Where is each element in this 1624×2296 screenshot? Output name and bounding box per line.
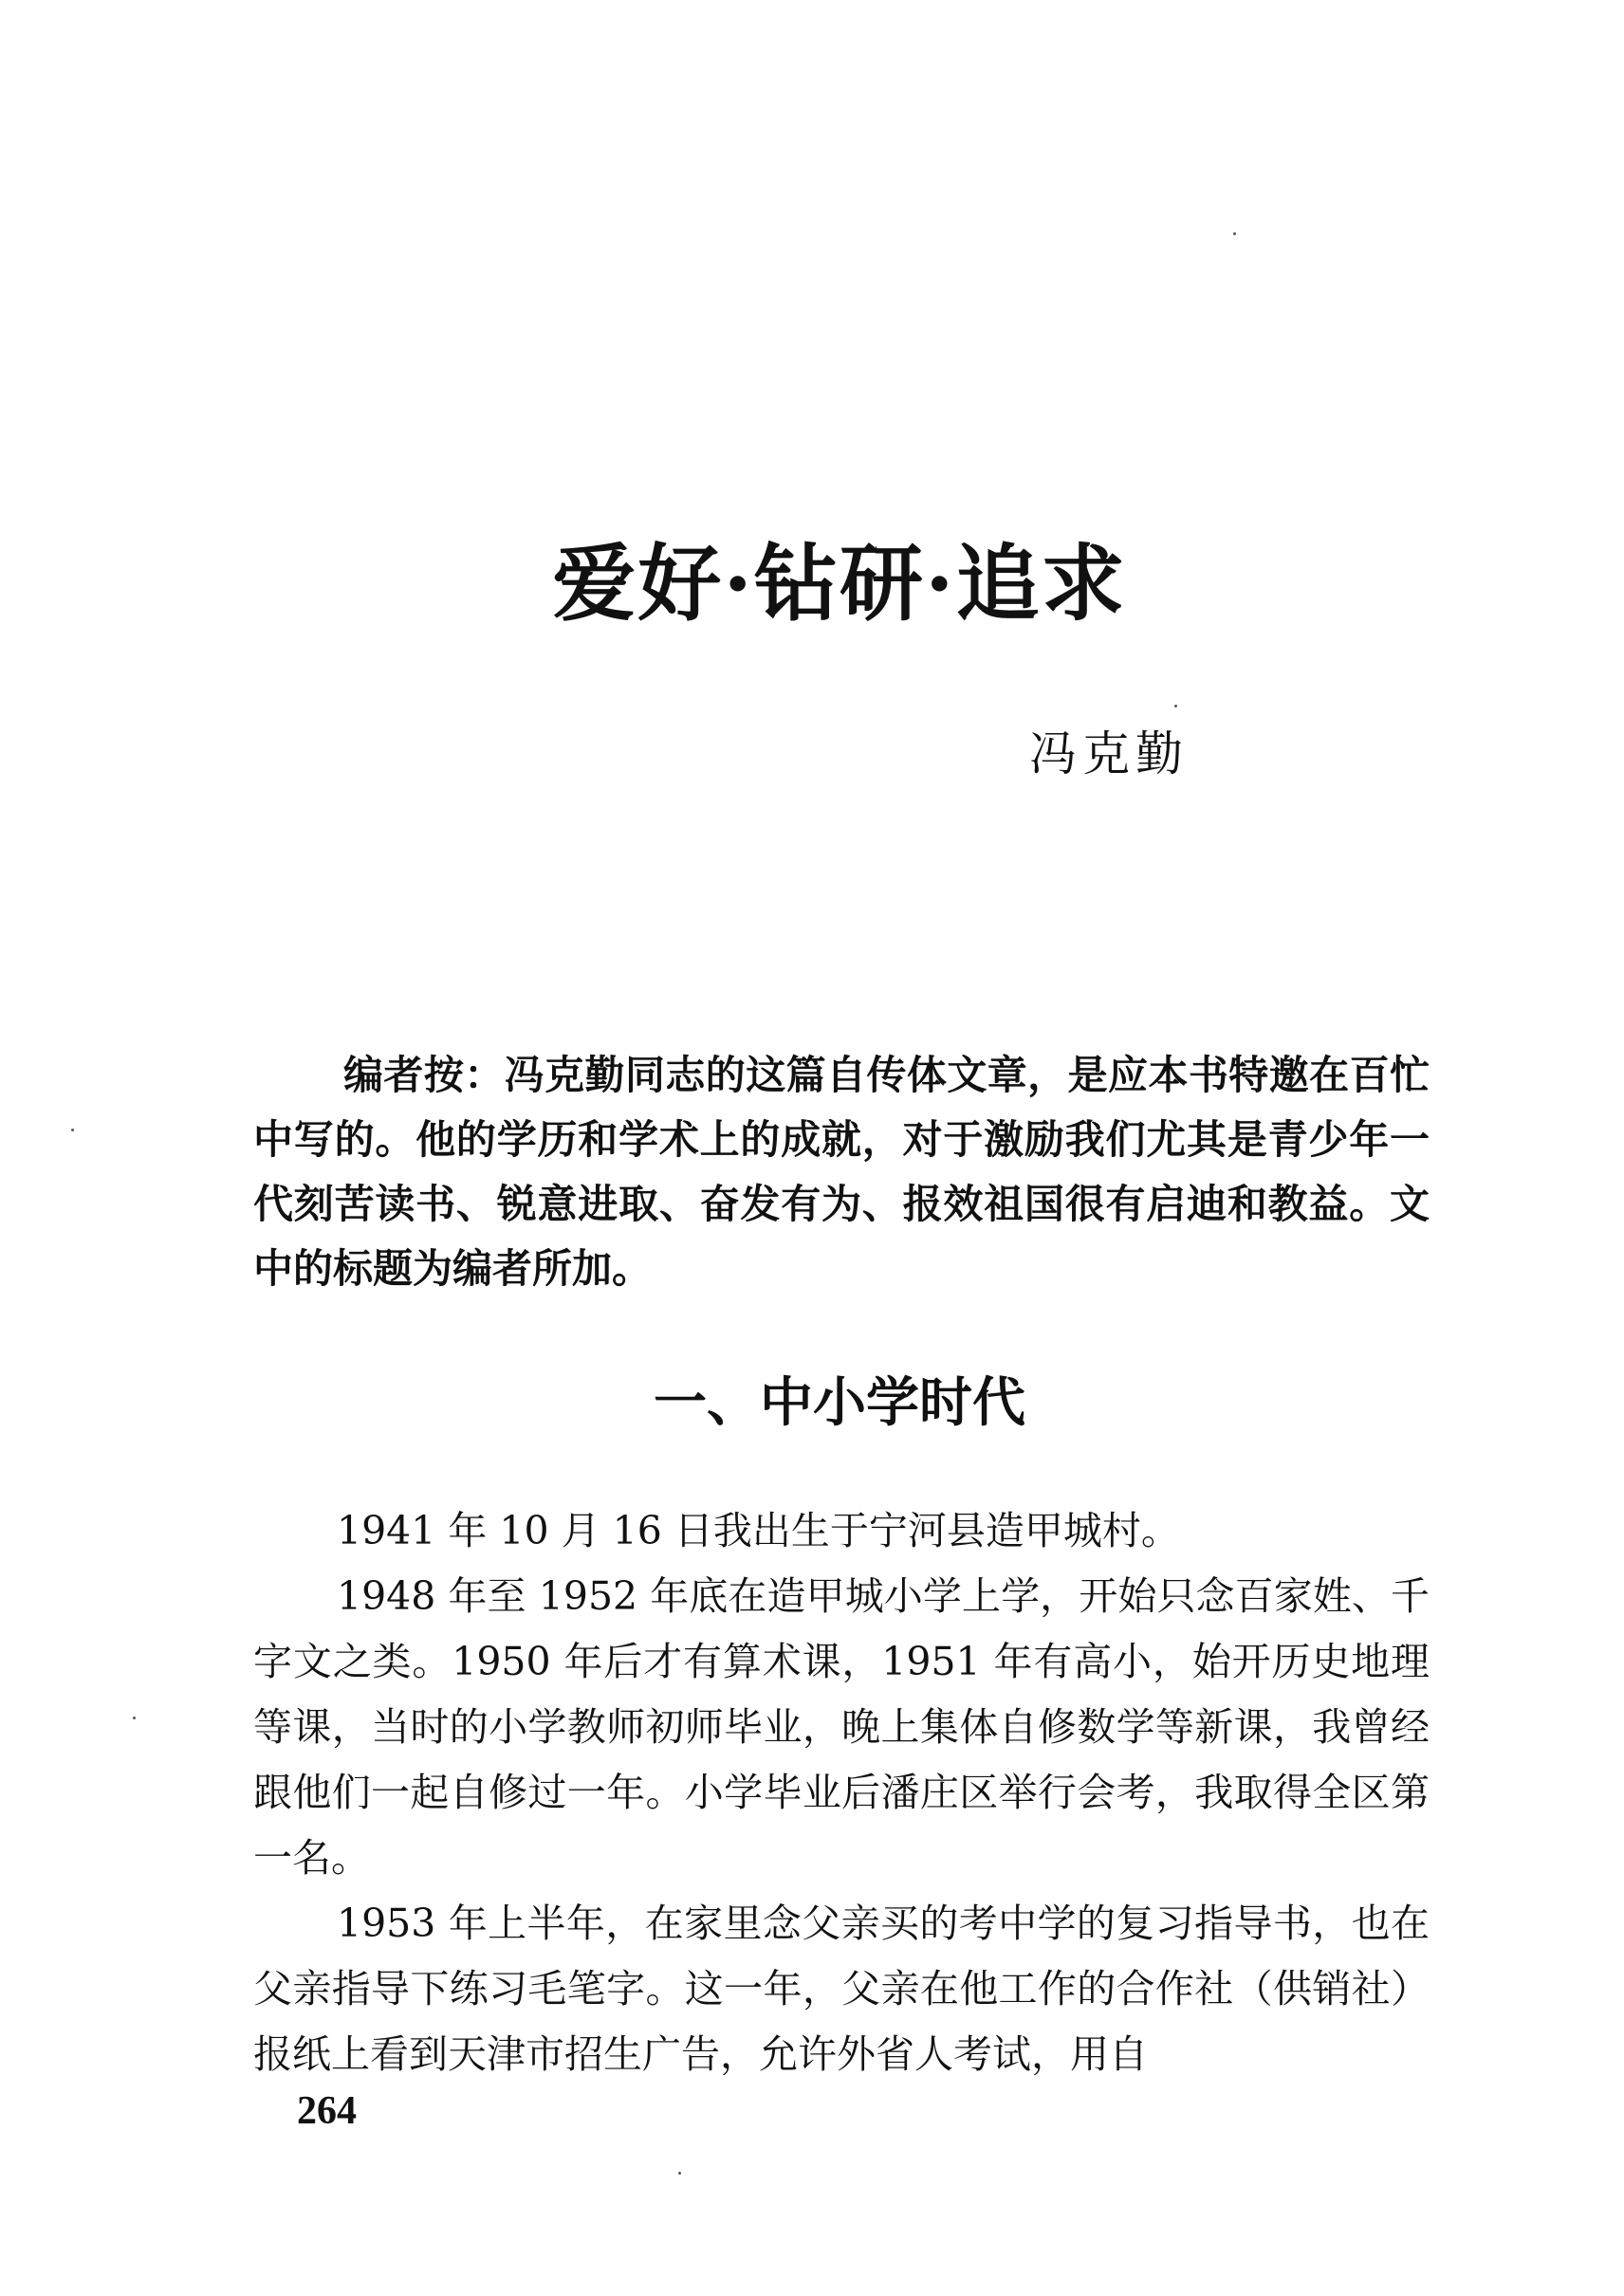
scan-speck (678, 2172, 681, 2175)
paragraph-primary-school: 1948 年至 1952 年底在造甲城小学上学，开始只念百家姓、千字文之类。1950 年后才有算术课，1951 年有高小，始开历史地理等课，当时的小学教师初师毕业，晚上集体自修数学等新课，我曾经跟他们一起自修过一年。小学毕业后潘庄区举行会考，我取得全区第一名。 (253, 1573, 1430, 1881)
paragraph-birth: 1941 年 10 月 16 日我出生于宁河县造甲城村。 (337, 1508, 1180, 1553)
author-name: 冯克勤 (1029, 726, 1189, 781)
editor-note: 编者按：冯克勤同志的这篇自传体文章，是应本书特邀在百忙中写的。他的学历和学术上的成就，对于激励我们尤其是青少年一代刻苦读书、锐意进取、奋发有为、报效祖国很有启迪和教益。文中的标题为编者所加。 (253, 1052, 1430, 1292)
scan-speck (133, 1717, 136, 1719)
article-title: 爱好·钻研·追求 (552, 534, 1127, 633)
body-text (253, 1498, 1430, 2087)
scan-speck (1233, 232, 1236, 235)
section-heading: 一、中小学时代 (654, 1372, 1025, 1434)
scan-speck (71, 1129, 74, 1131)
paragraph-1953: 1953 年上半年，在家里念父亲买的考中学的复习指导书，也在父亲指导下练习毛笔字。这一年，父亲在他工作的合作社（供销社）报纸上看到天津市招生广告，允许外省人考试，用自 (253, 1901, 1430, 2077)
scan-speck (1174, 705, 1177, 707)
page-number: 264 (297, 2089, 357, 2133)
